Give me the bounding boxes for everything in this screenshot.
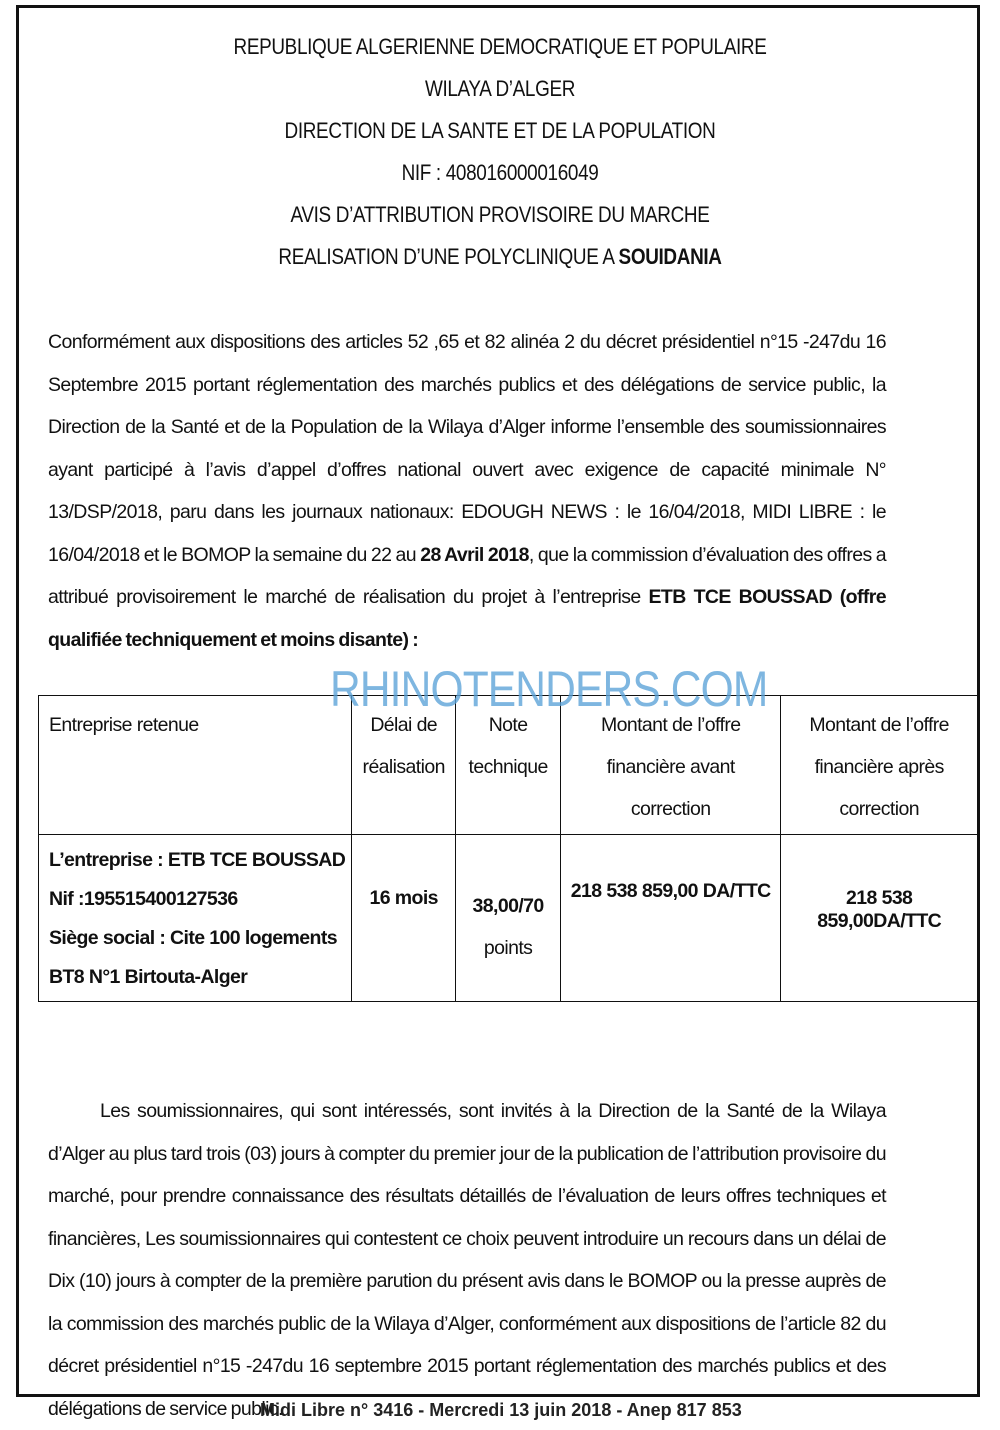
- col-company: [39, 696, 352, 835]
- col-delay-label-2: réalisation: [362, 756, 445, 778]
- company-nif: Nif :195515400127536: [49, 888, 238, 910]
- publication-footer: Midi Libre n° 3416 - Mercredi 13 juin 2018 - Anep 817 853: [260, 1400, 742, 1420]
- col-note-label-2: technique: [468, 756, 548, 778]
- col-after-label-3: correction: [839, 798, 919, 820]
- closing-text: Les soumissionnaires, qui sont intéressés, sont invités à la Direction de la Santé de la Wilaya d’Alger au plus tard trois (03) jours à compter du premier jour de la publication de l’attribution provisoire du marché, pour prendre connaissance des résultats détaillés de l’évaluation de leurs offres techniques et financières, Les soumissionnaires qui contestent ce choix peuvent introduire un recours dans un délai de Dix (10) jours à compter de la première parution du présent avis dans le BOMOP ou la presse auprès de la commission des marchés public de la Wilaya d’Alger, conformément aux dispositions de l’article 82 du décret présidentiel n°15 -247du 16 septembre 2015 portant réglementation des marchés publics et des délégations de service public.: [48, 1100, 886, 1420]
- header-project-title: [70, 236, 930, 278]
- document-header: [0, 26, 1000, 278]
- col-after-label-1: Montant de l’offre: [809, 714, 949, 736]
- project-location: SOUIDANIA: [618, 244, 722, 269]
- intro-date-bold: 28 Avril 2018: [420, 543, 529, 566]
- col-amount-after: [781, 696, 978, 835]
- cell-delay: [352, 835, 456, 1002]
- closing-paragraph: [48, 1090, 886, 1430]
- col-amount-before: [561, 696, 781, 835]
- cell-note: [456, 835, 561, 1002]
- table-header-row: [39, 696, 978, 835]
- company-address-2: BT8 N°1 Birtouta-Alger: [49, 966, 248, 988]
- note-unit: points: [483, 937, 533, 959]
- header-wilaya: WILAYA D’ALGER: [424, 76, 576, 101]
- cell-company: [39, 835, 352, 1002]
- col-before-label-1: Montant de l’offre: [600, 714, 741, 736]
- award-table: [38, 695, 978, 1002]
- header-direction: DIRECTION DE LA SANTE ET DE LA POPULATION: [284, 118, 716, 143]
- intro-text-2: , que la commission d’évaluation des offres a attribué provisoirement le marché de réalisation du projet à l’entreprise: [48, 543, 887, 608]
- col-delay: [352, 696, 456, 835]
- col-note: [456, 696, 561, 835]
- project-title-prefix: REALISATION D’UNE POLYCLINIQUE A: [278, 244, 619, 269]
- col-after-label-2: financière après: [814, 756, 944, 778]
- delay-value: 16 mois: [369, 887, 438, 909]
- watermark: RHINOTENDERS.COM: [330, 661, 768, 717]
- note-value: 38,00/70: [472, 895, 544, 917]
- header-nif: NIF : 408016000016049: [401, 160, 599, 185]
- col-company-label: Entreprise retenue: [49, 714, 199, 736]
- company-name: L’entreprise : ETB TCE BOUSSAD: [49, 849, 346, 871]
- table-row: [39, 835, 978, 1002]
- intro-text-1: Conformément aux dispositions des articles 52 ,65 et 82 alinéa 2 du décret présidentiel n°15 -247du 16 Septembre 2015 portant réglementation des marchés publics et des délégations de service public, la Direction de la Santé et de la Population de la Wilaya d’Alger informe l’ensemble des soumissionnaires ayant participé à l’avis d’appel d’offres national ouvert avec exigence de capacité minimale N° 13/DSP/2018, paru dans les journaux nationaux: EDOUGH NEWS : le 16/04/2018, MIDI LIBRE : le 16/04/2018 et le BOMOP la semaine du 22 au: [48, 331, 886, 566]
- amount-after-value: 218 538 859,00DA/TTC: [817, 887, 942, 932]
- company-address-1: Siège social : Cite 100 logements: [49, 927, 337, 949]
- cell-amount-before: [561, 835, 781, 1002]
- col-note-label-1: Note: [488, 714, 528, 736]
- amount-before-value: 218 538 859,00 DA/TTC: [570, 880, 771, 902]
- intro-company-bold: ETB TCE BOUSSAD (offre qualifiée techniquement et moins disante) :: [48, 586, 887, 651]
- header-republic: REPUBLIQUE ALGERIENNE DEMOCRATIQUE ET POPULAIRE: [233, 34, 767, 59]
- intro-paragraph: [48, 321, 886, 661]
- col-before-label-2: financière avant correction: [606, 756, 735, 820]
- header-notice-title: AVIS D’ATTRIBUTION PROVISOIRE DU MARCHE: [290, 202, 710, 227]
- cell-amount-after: [781, 835, 978, 1002]
- col-delay-label-1: Délai de: [370, 714, 438, 736]
